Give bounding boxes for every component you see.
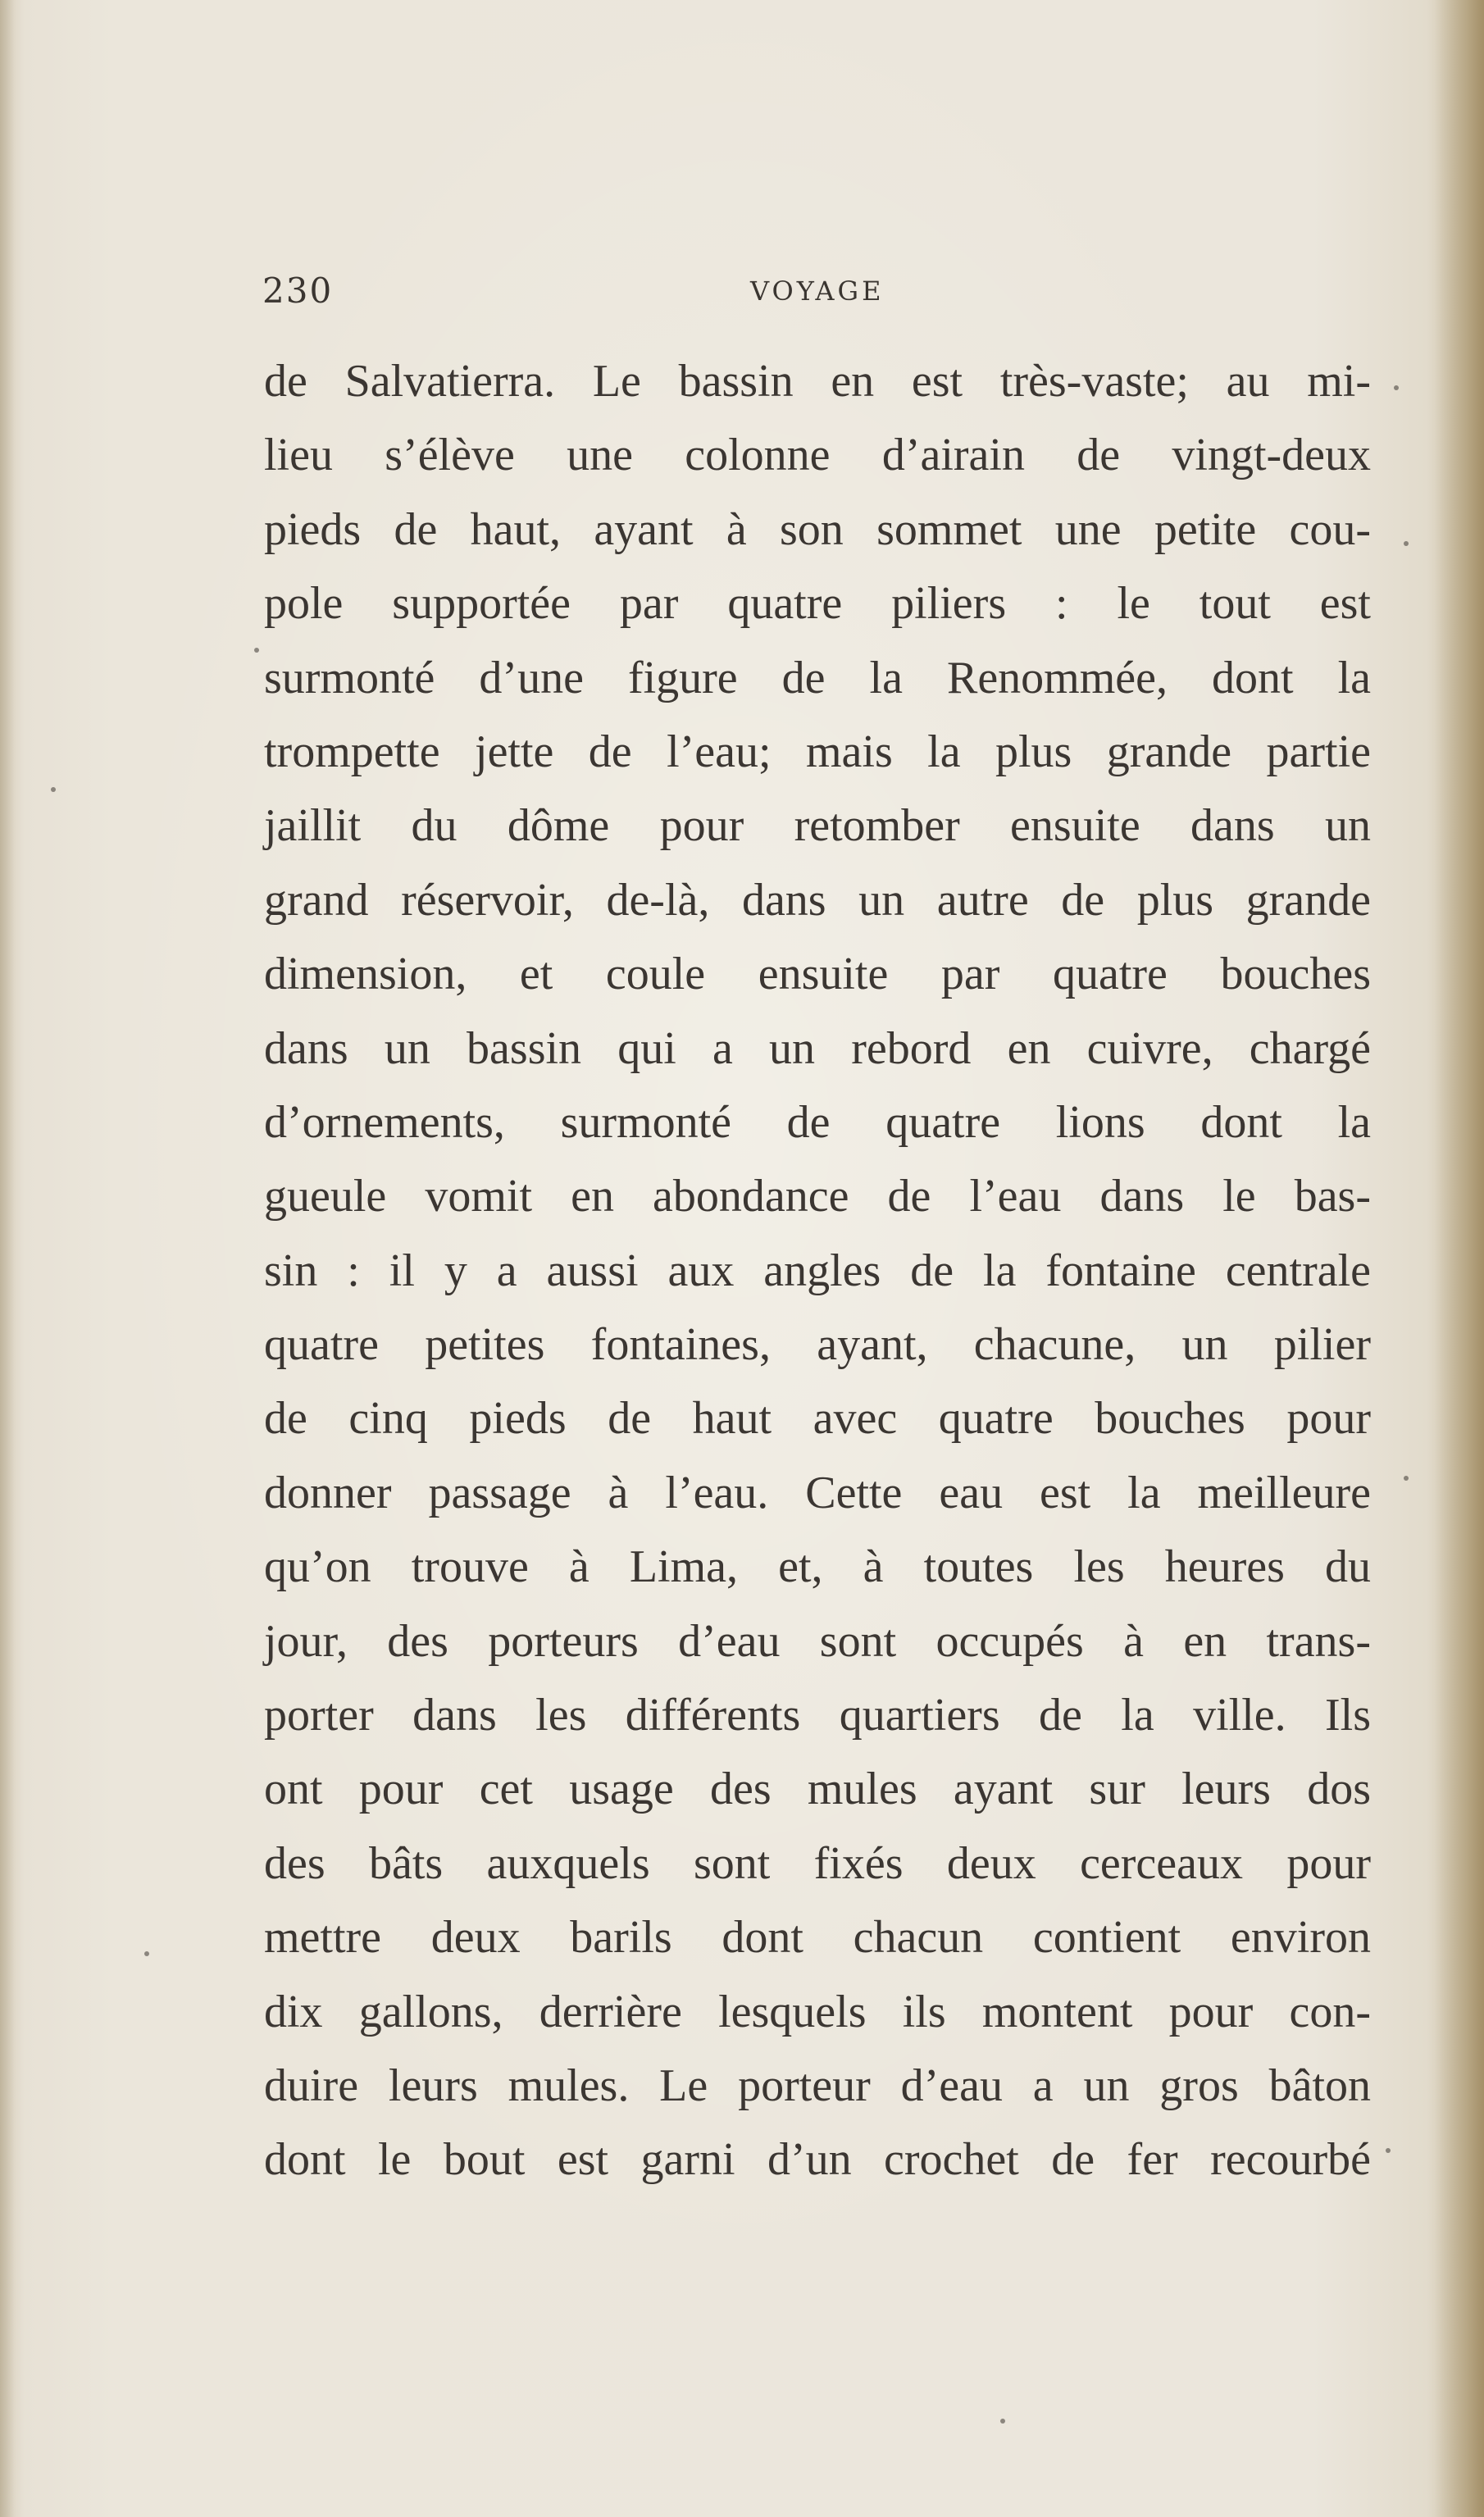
text-line: duire leurs mules. Le porteur d’eau a un gros bâton bbox=[264, 2060, 1371, 2111]
paper-speck bbox=[51, 787, 56, 792]
text-line: ont pour cet usage des mules ayant sur leurs dos bbox=[264, 1764, 1371, 1815]
text-line: jour, des porteurs d’eau sont occupés à en trans- bbox=[264, 1615, 1371, 1667]
body-text bbox=[264, 344, 1371, 2197]
text-line: dans un bassin qui a un rebord en cuivre, chargé bbox=[264, 1022, 1371, 1074]
text-line: lieu s’élève une colonne d’airain de vingt-deux bbox=[264, 430, 1371, 481]
text-line: porter dans les différents quartiers de la ville. Ils bbox=[264, 1690, 1371, 1741]
text-line: trompette jette de l’eau; mais la plus grande partie bbox=[264, 726, 1371, 777]
paper-speck bbox=[1000, 2419, 1005, 2424]
text-line: pieds de haut, ayant à son sommet une petite cou- bbox=[264, 503, 1371, 555]
text-line: sin : il y a aussi aux angles de la fontaine centrale bbox=[264, 1245, 1371, 1296]
text-line: qu’on trouve à Lima, et, à toutes les heures du bbox=[264, 1541, 1371, 1593]
paper-speck bbox=[254, 648, 259, 653]
text-line: donner passage à l’eau. Cette eau est la meilleure bbox=[264, 1467, 1371, 1518]
text-line: quatre petites fontaines, ayant, chacune, un pilier bbox=[264, 1319, 1371, 1371]
text-line: dont le bout est garni d’un crochet de fer recourbé bbox=[264, 2134, 1371, 2186]
paper-speck bbox=[1404, 1476, 1409, 1481]
running-title: VOYAGE bbox=[750, 275, 885, 307]
text-line: pole supportée par quatre piliers : le tout est bbox=[264, 578, 1371, 630]
running-head bbox=[262, 271, 1369, 320]
text-line: mettre deux barils dont chacun contient environ bbox=[264, 1912, 1371, 1964]
text-line: dimension, et coule ensuite par quatre bouches bbox=[264, 949, 1371, 1000]
text-line: surmonté d’une figure de la Renommée, dont la bbox=[264, 652, 1371, 703]
text-line: de cinq pieds de haut avec quatre bouches pour bbox=[264, 1393, 1371, 1445]
text-line: des bâts auxquels sont fixés deux cerceaux pour bbox=[264, 1837, 1371, 1889]
paper-speck bbox=[1404, 541, 1409, 546]
text-line: de Salvatierra. Le bassin en est très-vaste; au mi- bbox=[264, 356, 1371, 407]
page-number: 230 bbox=[262, 271, 334, 311]
paper-speck bbox=[1386, 2148, 1391, 2153]
text-line: gueule vomit en abondance de l’eau dans le bas- bbox=[264, 1171, 1371, 1222]
paper-speck bbox=[1394, 385, 1399, 390]
text-line: dix gallons, derrière lesquels ils montent pour con- bbox=[264, 1986, 1371, 2037]
text-line: d’ornements, surmonté de quatre lions dont la bbox=[264, 1096, 1371, 1148]
text-line: jaillit du dôme pour retomber ensuite dans un bbox=[264, 800, 1371, 852]
text-line: grand réservoir, de-là, dans un autre de plus grande bbox=[264, 874, 1371, 926]
paper-speck bbox=[144, 1951, 149, 1956]
